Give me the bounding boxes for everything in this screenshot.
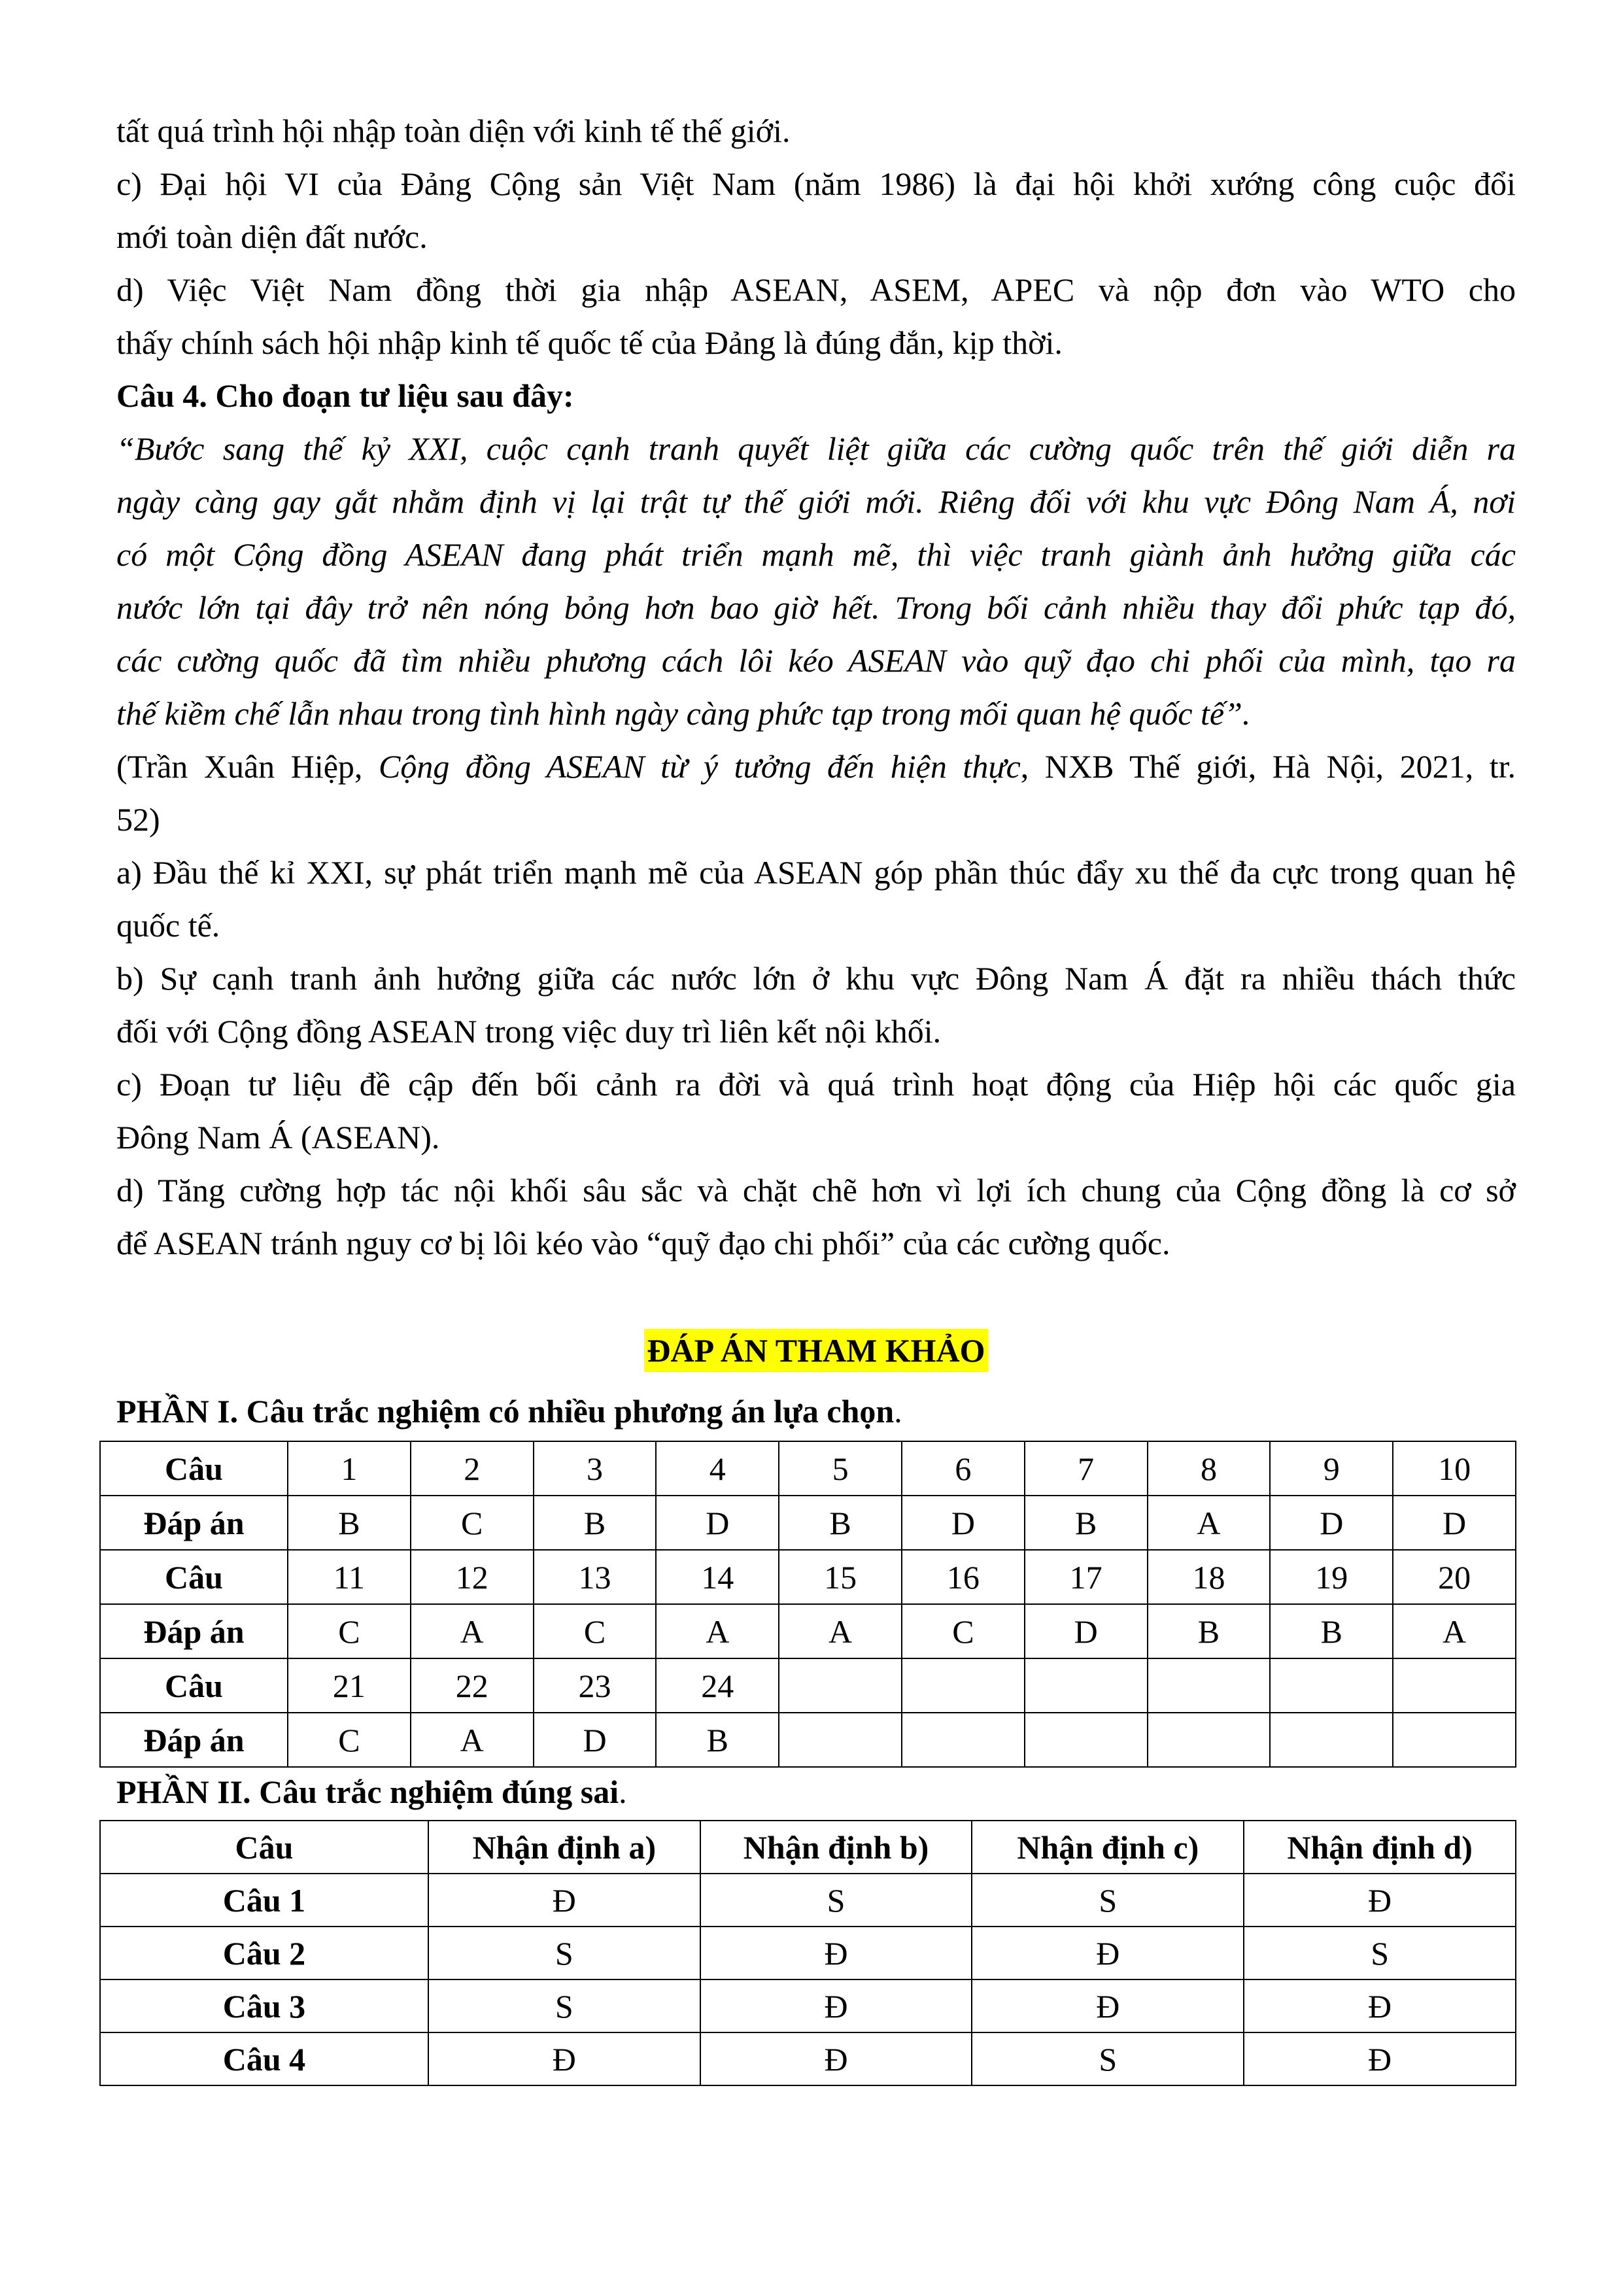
table-cell: 2 (411, 1441, 534, 1496)
table-cell: 21 (288, 1658, 411, 1713)
row-label: Câu (100, 1441, 288, 1496)
table-cell: D (902, 1496, 1025, 1550)
statement-d-cont: để ASEAN tránh nguy cơ bị lôi kéo vào “quỹ đạo chi phối” của các cường quốc. (116, 1225, 1170, 1261)
table-cell: 17 (1025, 1550, 1148, 1604)
part2-heading-period: . (619, 1773, 627, 1810)
table-cell: S (972, 2032, 1244, 2085)
table-cell: A (656, 1604, 779, 1658)
part1-heading-period: . (894, 1393, 902, 1430)
row-label: Câu 4 (100, 2032, 428, 2085)
part2-answer-table (99, 1820, 1516, 2086)
table-cell: S (972, 1874, 1244, 1927)
table-cell (1148, 1658, 1271, 1713)
table-cell: 1 (288, 1441, 411, 1496)
table-cell (902, 1713, 1025, 1767)
table-cell: Đ (972, 1979, 1244, 2032)
answer-row (100, 1496, 1516, 1550)
statement-a: a) Đầu thế kỉ XXI, sự phát triển mạnh mẽ của ASEAN góp phần thúc đẩy xu thế đa cực trong quan hệ (116, 854, 1516, 891)
column-header: Nhận định d) (1244, 1821, 1516, 1874)
table-cell: C (902, 1604, 1025, 1658)
table-cell: B (288, 1496, 411, 1550)
table-cell (1393, 1658, 1516, 1713)
table-cell: 5 (779, 1441, 902, 1496)
table-cell: C (288, 1713, 411, 1767)
row-label: Câu (100, 1550, 288, 1604)
table-cell: 22 (411, 1658, 534, 1713)
column-header: Nhận định c) (972, 1821, 1244, 1874)
table-cell: B (1270, 1604, 1393, 1658)
table-cell: 10 (1393, 1441, 1516, 1496)
table-cell (1025, 1658, 1148, 1713)
row-label: Câu 3 (100, 1979, 428, 2032)
table-cell: A (1393, 1604, 1516, 1658)
table-cell: 6 (902, 1441, 1025, 1496)
table-cell: Đ (1244, 1874, 1516, 1927)
text-line: thấy chính sách hội nhập kinh tế quốc tế của Đảng là đúng đắn, kịp thời. (116, 324, 1063, 361)
part1-heading-text: PHẦN I. Câu trắc nghiệm có nhiều phương án lựa chọn (116, 1393, 895, 1430)
table-cell: 16 (902, 1550, 1025, 1604)
table-cell: B (534, 1496, 657, 1550)
statement-b-cont: đối với Cộng đồng ASEAN trong việc duy trì liên kết nội khối. (116, 1013, 942, 1050)
table-cell: 13 (534, 1550, 657, 1604)
citation-author: (Trần Xuân Hiệp, (116, 748, 379, 785)
row-label: Câu 2 (100, 1927, 428, 1979)
table-cell: Đ (1244, 1979, 1516, 2032)
quote-line: thế kiềm chế lẫn nhau trong tình hình ngày càng phức tạp trong mối quan hệ quốc tế”. (116, 695, 1251, 732)
table-cell: 9 (1270, 1441, 1393, 1496)
part2-heading (116, 1766, 627, 1819)
answers-title-wrap (116, 1329, 1516, 1382)
table-cell: A (411, 1713, 534, 1767)
table-cell: 3 (534, 1441, 657, 1496)
table-cell: 15 (779, 1550, 902, 1604)
table-cell: B (656, 1713, 779, 1767)
table-cell: B (1025, 1496, 1148, 1550)
table-cell: D (1270, 1496, 1393, 1550)
statement-d: d) Tăng cường hợp tác nội khối sâu sắc và chặt chẽ hơn vì lợi ích chung của Cộng đồng là cơ sở (116, 1172, 1516, 1208)
row-label: Câu (100, 1658, 288, 1713)
table-cell: 18 (1148, 1550, 1271, 1604)
table-row (100, 1874, 1516, 1927)
table-cell (1270, 1658, 1393, 1713)
text-line: tất quá trình hội nhập toàn diện với kinh tế thế giới. (116, 112, 791, 149)
statement-c-cont: Đông Nam Á (ASEAN). (116, 1119, 440, 1156)
table-row (100, 1927, 1516, 1979)
statement-a-cont: quốc tế. (116, 907, 220, 944)
part2-heading-text: PHẦN II. Câu trắc nghiệm đúng sai (116, 1773, 619, 1810)
quote-line: nước lớn tại đây trở nên nóng bỏng hơn bao giờ hết. Trong bối cảnh nhiều thay đổi phức tạp đó, (116, 589, 1516, 626)
table-cell: Đ (428, 1874, 700, 1927)
question-number-row (100, 1658, 1516, 1713)
statement-b: b) Sự cạnh tranh ảnh hưởng giữa các nước lớn ở khu vực Đông Nam Á đặt ra nhiều thách thức (116, 960, 1516, 997)
text-line: c) Đại hội VI của Đảng Cộng sản Việt Nam (năm 1986) là đại hội khởi xướng công cuộc đổi (116, 165, 1516, 202)
question-number-row (100, 1441, 1516, 1496)
table-cell: S (700, 1874, 972, 1927)
table-cell: S (428, 1927, 700, 1979)
answers-title: ĐÁP ÁN THAM KHẢO (644, 1329, 987, 1372)
quote-line: có một Cộng đồng ASEAN đang phát triển mạnh mẽ, thì việc tranh giành ảnh hưởng giữa các (116, 536, 1516, 573)
table-cell: D (1025, 1604, 1148, 1658)
citation (116, 740, 1516, 793)
table-cell (1393, 1713, 1516, 1767)
table-cell: 11 (288, 1550, 411, 1604)
column-header: Câu (100, 1821, 428, 1874)
table-cell: Đ (428, 2032, 700, 2085)
table-cell: B (1148, 1604, 1271, 1658)
quote-line: ngày càng gay gắt nhằm định vị lại trật tự thế giới mới. Riêng đối với khu vực Đông Nam Á, nơi (116, 483, 1516, 520)
table-cell: D (1393, 1496, 1516, 1550)
column-header: Nhận định b) (700, 1821, 972, 1874)
table-header-row (100, 1821, 1516, 1874)
quote-line: “Bước sang thế kỷ XXI, cuộc cạnh tranh quyết liệt giữa các cường quốc trên thế giới diễn ra (116, 430, 1516, 467)
text-line: mới toàn diện đất nước. (116, 218, 428, 255)
table-cell (1025, 1713, 1148, 1767)
quote-line: các cường quốc đã tìm nhiều phương cách lôi kéo ASEAN vào quỹ đạo chi phối của mình, tạo ra (116, 642, 1516, 679)
part1-heading (116, 1385, 902, 1438)
row-label: Đáp án (100, 1604, 288, 1658)
table-cell: 8 (1148, 1441, 1271, 1496)
row-label: Câu 1 (100, 1874, 428, 1927)
table-cell: 19 (1270, 1550, 1393, 1604)
citation-book-title: Cộng đồng ASEAN từ ý tưởng đến hiện thực (378, 748, 1021, 785)
row-label: Đáp án (100, 1496, 288, 1550)
column-header: Nhận định a) (428, 1821, 700, 1874)
table-cell (779, 1713, 902, 1767)
table-cell (902, 1658, 1025, 1713)
table-cell: Đ (700, 1979, 972, 2032)
answer-row (100, 1604, 1516, 1658)
question-number-row (100, 1550, 1516, 1604)
table-cell: Đ (700, 1927, 972, 1979)
table-cell: 14 (656, 1550, 779, 1604)
statement-c: c) Đoạn tư liệu đề cập đến bối cảnh ra đời và quá trình hoạt động của Hiệp hội các quốc gia (116, 1066, 1516, 1103)
table-cell: D (656, 1496, 779, 1550)
text-line: d) Việc Việt Nam đồng thời gia nhập ASEAN, ASEM, APEC và nộp đơn vào WTO cho (116, 271, 1516, 308)
table-cell: S (428, 1979, 700, 2032)
citation-publisher: , NXB Thế giới, Hà Nội, 2021, tr. (1020, 748, 1516, 785)
table-cell: Đ (972, 1927, 1244, 1979)
table-cell: C (411, 1496, 534, 1550)
table-row (100, 2032, 1516, 2085)
table-cell: D (534, 1713, 657, 1767)
table-cell: A (411, 1604, 534, 1658)
table-cell: 7 (1025, 1441, 1148, 1496)
table-cell (1270, 1713, 1393, 1767)
table-cell: 24 (656, 1658, 779, 1713)
table-cell: A (1148, 1496, 1271, 1550)
document-body (116, 105, 1516, 1382)
table-cell (1148, 1713, 1271, 1767)
table-cell: Đ (700, 2032, 972, 2085)
table-cell: Đ (1244, 2032, 1516, 2085)
citation-page: 52) (116, 801, 160, 838)
table-cell: B (779, 1496, 902, 1550)
table-cell: 23 (534, 1658, 657, 1713)
answer-row (100, 1713, 1516, 1767)
table-cell: 20 (1393, 1550, 1516, 1604)
table-cell: S (1244, 1927, 1516, 1979)
question-4-heading: Câu 4. Cho đoạn tư liệu sau đây: (116, 377, 574, 414)
table-cell: 12 (411, 1550, 534, 1604)
table-cell (779, 1658, 902, 1713)
table-cell: C (534, 1604, 657, 1658)
table-row (100, 1979, 1516, 2032)
table-cell: C (288, 1604, 411, 1658)
table-cell: A (779, 1604, 902, 1658)
table-cell: 4 (656, 1441, 779, 1496)
part1-answer-table (99, 1441, 1516, 1768)
row-label: Đáp án (100, 1713, 288, 1767)
